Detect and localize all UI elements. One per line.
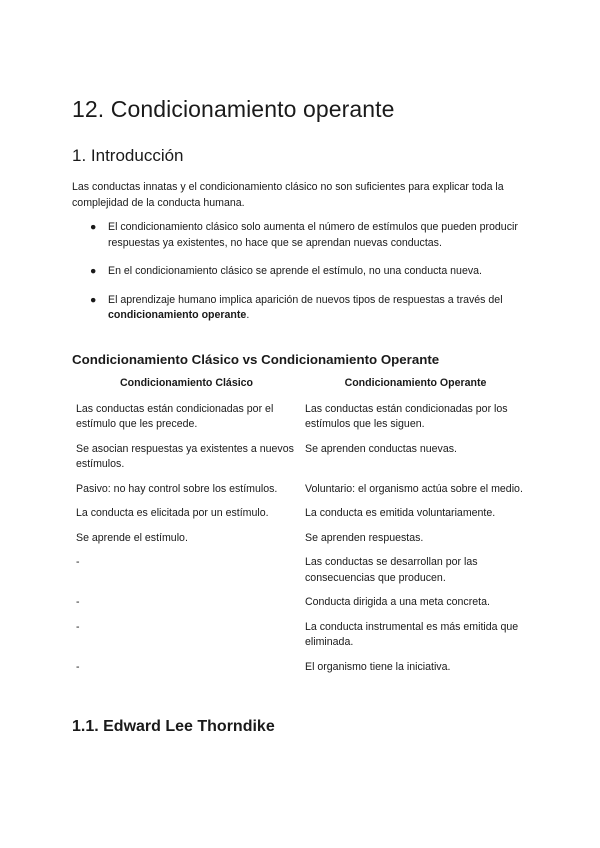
chapter-heading: 12. Condicionamiento operante [72, 96, 395, 122]
table-header-row [72, 374, 530, 402]
subsection-heading: 1.1. Edward Lee Thorndike [72, 718, 275, 735]
bullet-text-end: . [246, 309, 250, 321]
bullet-text: En el condicionamiento clásico se aprende el estímulo, no una conducta nueva. [108, 265, 482, 277]
bullet-icon: ● [90, 221, 97, 233]
table-row [72, 595, 530, 620]
table-cell: - [76, 596, 80, 608]
table-cell: La conducta es elicitada por un estímulo. [76, 507, 269, 519]
table-cell: Se aprenden respuestas. [305, 531, 424, 544]
comparison-table [72, 374, 530, 684]
table-cell: Las conductas se desarrollan por las consecuencias que producen. [305, 556, 478, 584]
table-cell: - [76, 620, 80, 633]
table-row [72, 555, 530, 595]
table-cell: Las conductas están condicionadas por el estímulo que les precede. [76, 402, 274, 430]
table-cell: - [76, 660, 80, 673]
table-row [72, 442, 530, 482]
table-title: Condicionamiento Clásico vs Condicionamiento Operante [72, 352, 440, 367]
table-cell: Voluntario: el organismo actúa sobre el medio. [305, 482, 523, 495]
bullet-text: El aprendizaje humano implica aparición de nuevos tipos de respuestas a través del [108, 293, 503, 306]
table-row [72, 506, 530, 531]
column-header-classic: Condicionamiento Clásico [119, 377, 254, 389]
table-cell: Pasivo: no hay control sobre los estímulos. [76, 482, 278, 495]
bullet-icon: ● [90, 293, 97, 306]
table-cell: Se aprende el estímulo. [76, 531, 188, 544]
bullet-icon: ● [90, 265, 97, 277]
column-header-operant: Condicionamiento Operante [344, 377, 487, 389]
table-row [72, 402, 530, 442]
table-cell: Conducta dirigida a una meta concreta. [305, 596, 490, 608]
table-row [72, 620, 530, 660]
table-cell: El organismo tiene la iniciativa. [305, 660, 451, 673]
table-cell: La conducta instrumental es más emitida que eliminada. [305, 620, 519, 648]
table-cell: Se aprenden conductas nuevas. [305, 442, 457, 455]
table-cell: La conducta es emitida voluntariamente. [305, 507, 496, 519]
list-item [72, 264, 532, 280]
table-cell: - [76, 556, 80, 568]
list-item [72, 293, 532, 324]
table-cell: Las conductas están condicionadas por los estímulos que les siguen. [305, 402, 508, 430]
table-row [72, 482, 530, 507]
table-row [72, 660, 530, 685]
table-row [72, 531, 530, 556]
bullet-text: El condicionamiento clásico solo aumenta el número de estímulos que pueden producir respuestas ya existentes, no hace que se aprendan nuevas conductas. [108, 221, 518, 249]
bullet-list [72, 220, 532, 337]
bullet-bold-term: condicionamiento operante [108, 309, 247, 321]
section-heading: 1. Introducción [72, 146, 184, 165]
table-cell: Se asocian respuestas ya existentes a nuevos estímulos. [76, 442, 294, 470]
list-item [72, 220, 532, 251]
intro-paragraph: Las conductas innatas y el condicionamiento clásico no son suficientes para explicar toda la complejidad de la conducta humana. [72, 181, 504, 209]
